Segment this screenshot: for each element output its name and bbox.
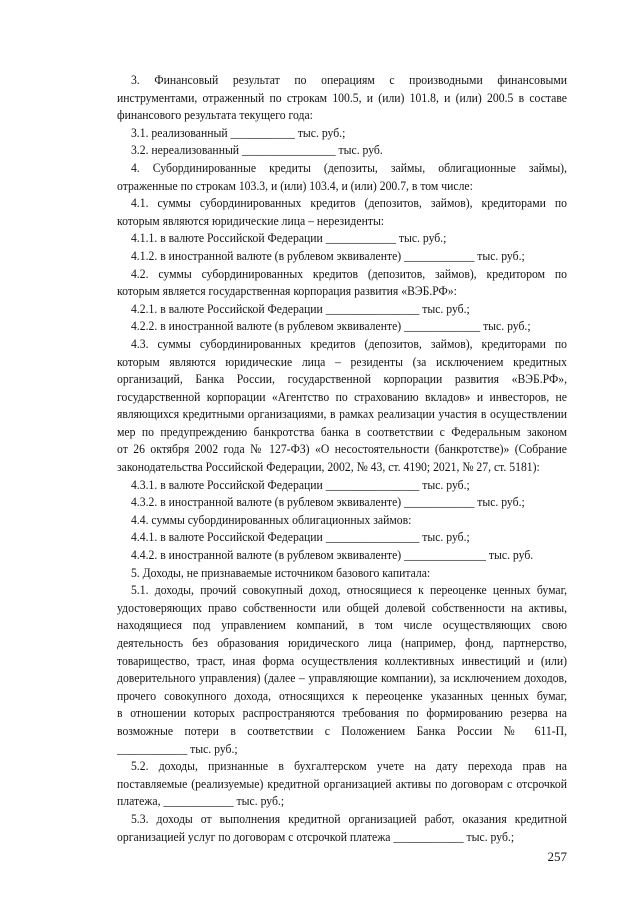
paragraph-line: 4.1. суммы субординированных кредитов (депозитов, займов), кредиторами по	[130, 195, 567, 211]
paragraph-4	[117, 159, 567, 194]
paragraph-4-1	[117, 194, 567, 229]
paragraph-line: организаций, Банка России, государственной корпорации развития «ВЭБ.РФ»,	[117, 371, 567, 387]
paragraph-line: возможные потери в соответствии с Положением Банка России № 611-П,	[117, 722, 567, 738]
paragraph-line: 5.2. доходы, признанные в бухгалтерском учете на дату перехода прав на	[130, 758, 567, 774]
paragraph-5	[117, 564, 567, 582]
paragraph-line: 4.4.1. в валюте Российской Федерации ________________ тыс. руб.;	[130, 529, 470, 545]
paragraph-line: 4.3.1. в валюте Российской Федерации ________________ тыс. руб.;	[130, 476, 470, 492]
paragraph-line: которым являются юридические лица – резиденты (за исключением кредитных	[117, 353, 567, 369]
paragraph-line: в отношении которых распространяются требования по формированию резерва на	[117, 705, 567, 721]
paragraph-4-4	[117, 511, 567, 529]
paragraph-line: товарищество, траст, иная форма осуществления коллективных инвестиций и (или)	[117, 652, 567, 668]
paragraph-line: 4. Субординированные кредиты (депозиты, займы, облигационные займы),	[130, 159, 567, 175]
paragraph-4-1-1	[117, 229, 567, 247]
paragraph-line: 3.1. реализованный ___________ тыс. руб.;	[130, 124, 346, 140]
paragraph-line: 4.2. суммы субординированных кредитов (депозитов, займов), кредитором по	[130, 265, 567, 281]
paragraph-line: 4.4. суммы субординированных облигационных займов:	[130, 511, 412, 527]
paragraph-line: мер по предупреждению банкротства банка в соответствии с Федеральным законом	[117, 423, 567, 439]
paragraph-4-2-1	[117, 300, 567, 318]
paragraph-line: 4.1.2. в иностранной валюте (в рублевом эквиваленте) ____________ тыс. руб.;	[130, 247, 525, 263]
paragraph-line: 3. Финансовый результат по операциям с производными финансовыми	[130, 72, 567, 87]
paragraph-line: 4.2.2. в иностранной валюте (в рублевом эквиваленте) _____________ тыс. руб.;	[130, 318, 531, 334]
paragraph-line: государственной корпорации «Агентство по страхованию вкладов» и инвесторов, не	[117, 388, 567, 404]
paragraph-3	[117, 71, 567, 124]
paragraph-line: организацией услуг по договорам с отсрочкой платежа ____________ тыс. руб.;	[117, 828, 515, 844]
paragraph-line: 5. Доходы, не признаваемые источником базового капитала:	[130, 564, 431, 580]
paragraph-4-1-2	[117, 247, 567, 265]
paragraph-line: законодательства Российской Федерации, 2002, № 43, ст. 4190; 2021, № 27, ст. 5181):	[117, 459, 540, 475]
paragraph-3-2	[117, 141, 567, 159]
paragraph-line: 5.1. доходы, прочий совокупный доход, относящиеся к переоценке ценных бумаг,	[130, 582, 567, 598]
paragraph-line: 4.3. суммы субординированных кредитов (депозитов, займов), кредиторами по	[130, 335, 567, 351]
paragraph-5-2	[117, 757, 567, 810]
paragraph-line: финансового результата текущего года:	[117, 107, 313, 123]
paragraph-line: 4.3.2. в иностранной валюте (в рублевом эквиваленте) ____________ тыс. руб.;	[130, 494, 525, 510]
paragraph-line: 5.3. доходы от выполнения кредитной организацией работ, оказания кредитной	[130, 810, 567, 826]
paragraph-4-4-1	[117, 528, 567, 546]
paragraph-5-1	[117, 581, 567, 757]
paragraph-line: 4.2.1. в валюте Российской Федерации ________________ тыс. руб.;	[130, 300, 470, 316]
paragraph-line: которым является государственная корпорация развития «ВЭБ.РФ»:	[117, 283, 457, 299]
paragraph-4-2-2	[117, 317, 567, 335]
paragraph-4-2	[117, 265, 567, 300]
page-number: 257	[547, 849, 567, 864]
paragraph-4-3-2	[117, 493, 567, 511]
paragraph-line: являющихся кредитными организациями, в рамках реализации участия в осуществлении	[117, 406, 567, 422]
paragraph-4-3-1	[117, 476, 567, 494]
paragraph-line: находящиеся под управлением компаний, в том числе осуществляющих свою	[117, 617, 567, 633]
paragraph-line: удостоверяющих право собственности или общей долевой собственности на активы,	[117, 599, 567, 615]
paragraph-line: платежа, ____________ тыс. руб.;	[117, 793, 285, 809]
paragraph-5-3	[117, 810, 567, 845]
paragraph-4-3	[117, 335, 567, 476]
paragraph-3-1	[117, 124, 567, 142]
paragraph-line: прочего совокупного дохода, относящихся к переоценке указанных ценных бумаг,	[117, 687, 567, 703]
paragraph-4-4-2	[117, 546, 567, 564]
paragraph-line: 4.4.2. в иностранной валюте (в рублевом эквиваленте) ______________ тыс. руб.	[130, 547, 534, 563]
paragraph-line: инструментами, отраженный по строкам 100.5, и (или) 101.8, и (или) 200.5 в составе	[117, 89, 567, 105]
paragraph-line: отраженные по строкам 103.3, и (или) 103.4, и (или) 200.7, в том числе:	[117, 177, 473, 193]
paragraph-line: 3.2. нереализованный ________________ тыс. руб.	[130, 142, 383, 158]
paragraph-line: 4.1.1. в валюте Российской Федерации ____________ тыс. руб.;	[130, 230, 447, 246]
paragraph-line: доверительного управления) (далее – управляющие компании), за исключением доходов,	[117, 670, 567, 686]
paragraph-line: ____________ тыс. руб.;	[117, 740, 238, 756]
paragraph-line: от 26 октября 2002 года № 127-ФЗ) «О несостоятельности (банкротстве)» (Собрание	[117, 441, 567, 457]
document-body	[117, 71, 567, 845]
paragraph-line: деятельность без образования юридического лица (например, фонд, партнерство,	[117, 635, 567, 650]
paragraph-line: поставляемые (реализуемые) кредитной организацией активы по договорам с отсрочкой	[117, 775, 567, 791]
paragraph-line: которым являются юридические лица – нерезиденты:	[117, 212, 385, 228]
